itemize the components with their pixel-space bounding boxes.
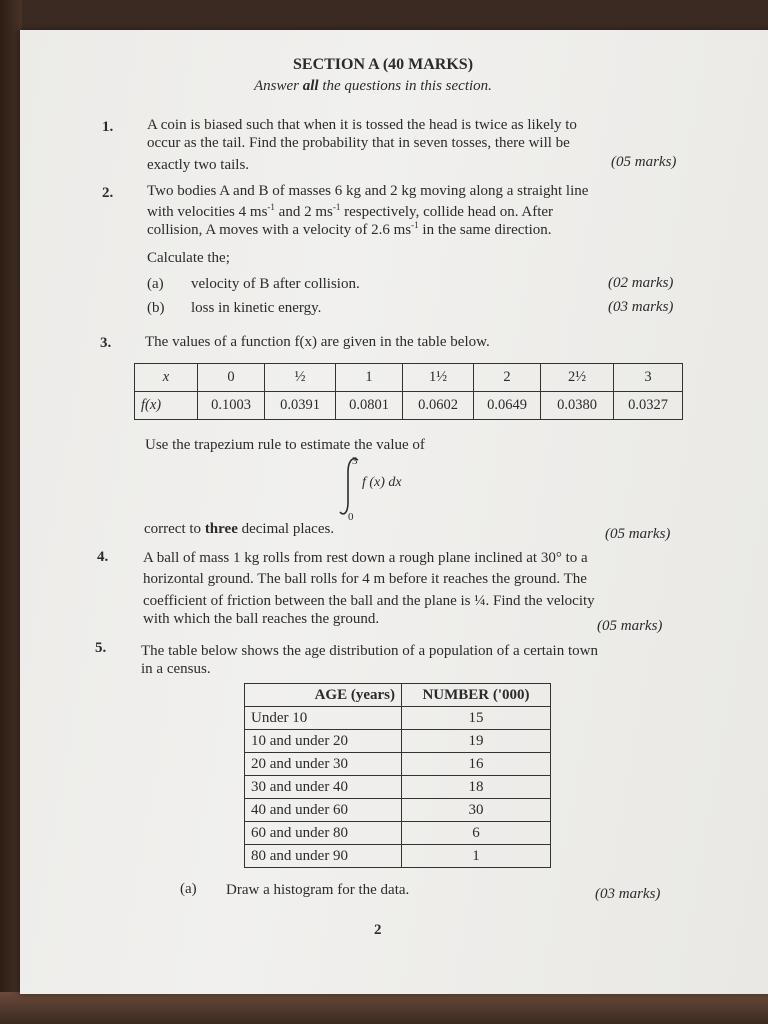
table-row (245, 822, 551, 845)
part-text: velocity of B after collision. (191, 276, 360, 292)
page-number: 2 (374, 922, 382, 938)
table-cell: 0.0391 (265, 392, 336, 420)
table-cell: 30 and under 40 (245, 776, 402, 799)
table-cell: 60 and under 80 (245, 822, 402, 845)
table-cell: 10 and under 20 (245, 730, 402, 753)
marks-label: (03 marks) (608, 299, 674, 315)
question-text: A ball of mass 1 kg rolls from rest down a rough plane inclined at 30° to a (143, 550, 588, 566)
table-cell: ½ (265, 364, 336, 392)
table-cell: 15 (402, 707, 551, 730)
question-text: collision, A moves with a velocity of 2.6 $ms^{-1}$ in the same direction. (147, 220, 552, 238)
question-text: in a census. (141, 661, 211, 677)
desk-backdrop-bottom (0, 992, 768, 1024)
marks-label: (02 marks) (608, 275, 674, 291)
table-cell: 6 (402, 822, 551, 845)
integral-expression (338, 452, 438, 522)
table-cell: 2½ (541, 364, 614, 392)
integral-lower-limit: 0 (348, 511, 354, 523)
table-cell: 2 (474, 364, 541, 392)
function-values-table (134, 363, 683, 420)
question-number: 1. (102, 119, 114, 135)
desk-backdrop-left (0, 0, 22, 1024)
table-row (245, 753, 551, 776)
table-cell: 40 and under 60 (245, 799, 402, 822)
question-text: occur as the tail. Find the probability that in seven tosses, there will be (147, 135, 570, 151)
question-text: with which the ball reaches the ground. (143, 611, 380, 627)
table-cell: 0 (198, 364, 265, 392)
table-row (135, 392, 683, 420)
section-title: SECTION A (40 MARKS) (293, 56, 474, 73)
age-distribution-table (244, 683, 551, 868)
question-text: The values of a function f(x) are given in the table below. (145, 334, 490, 350)
table-cell: Under 10 (245, 707, 402, 730)
table-cell: 30 (402, 799, 551, 822)
part-label: (a) (180, 881, 197, 897)
marks-label: (05 marks) (597, 618, 663, 634)
table-cell: 0.0801 (336, 392, 403, 420)
table-cell: 0.1003 (198, 392, 265, 420)
marks-label: (05 marks) (605, 526, 671, 542)
table-row (245, 730, 551, 753)
table-row (245, 707, 551, 730)
question-text: horizontal ground. The ball rolls for 4 m before it reaches the ground. The (143, 571, 587, 587)
question-text: Calculate the; (147, 250, 230, 266)
table-cell: 0.0649 (474, 392, 541, 420)
table-cell: 16 (402, 753, 551, 776)
question-text: Use the trapezium rule to estimate the value of (145, 437, 425, 453)
integrand: f (x) dx (362, 475, 402, 490)
question-text: The table below shows the age distribution of a population of a certain town (141, 643, 598, 659)
table-cell: 0.0380 (541, 392, 614, 420)
part-label: (b) (147, 300, 165, 316)
table-row (135, 364, 683, 392)
question-number: 4. (97, 549, 109, 565)
table-header-cell: x (135, 364, 198, 392)
question-number: 2. (102, 185, 114, 201)
table-cell: 20 and under 30 (245, 753, 402, 776)
table-cell: 0.0327 (614, 392, 683, 420)
marks-label: (03 marks) (595, 886, 661, 902)
question-number: 3. (100, 335, 112, 351)
table-cell: 1 (402, 845, 551, 868)
question-text: with velocities 4 $ms^{-1}$ and 2 $ms^{-1}$ respectively, collide head on. After (147, 202, 554, 220)
table-row (245, 799, 551, 822)
section-instruction: Answer all the questions in this section. (254, 78, 492, 94)
question-text: coefficient of friction between the ball and the plane is ¼. Find the velocity (143, 593, 595, 609)
table-row (245, 845, 551, 868)
table-cell: 0.0602 (403, 392, 474, 420)
table-cell: 3 (614, 364, 683, 392)
question-number: 5. (95, 640, 107, 656)
integral-upper-limit: 3 (352, 455, 358, 467)
table-header-cell: NUMBER ('000) (402, 684, 551, 707)
table-cell: 80 and under 90 (245, 845, 402, 868)
table-header-cell: AGE (years) (245, 684, 402, 707)
table-cell: 19 (402, 730, 551, 753)
table-cell: 18 (402, 776, 551, 799)
table-row (245, 776, 551, 799)
question-text: correct to three decimal places. (144, 521, 335, 537)
question-text: exactly two tails. (147, 157, 250, 173)
table-cell: 1½ (403, 364, 474, 392)
part-text: Draw a histogram for the data. (226, 882, 410, 898)
question-text: Two bodies A and B of masses 6 kg and 2 kg moving along a straight line (147, 183, 589, 199)
marks-label: (05 marks) (611, 154, 677, 170)
question-text: A coin is biased such that when it is tossed the head is twice as likely to (147, 117, 577, 133)
part-label: (a) (147, 276, 164, 292)
table-cell: 1 (336, 364, 403, 392)
table-row (245, 684, 551, 707)
table-header-cell: f(x) (135, 392, 198, 420)
part-text: loss in kinetic energy. (191, 300, 322, 316)
